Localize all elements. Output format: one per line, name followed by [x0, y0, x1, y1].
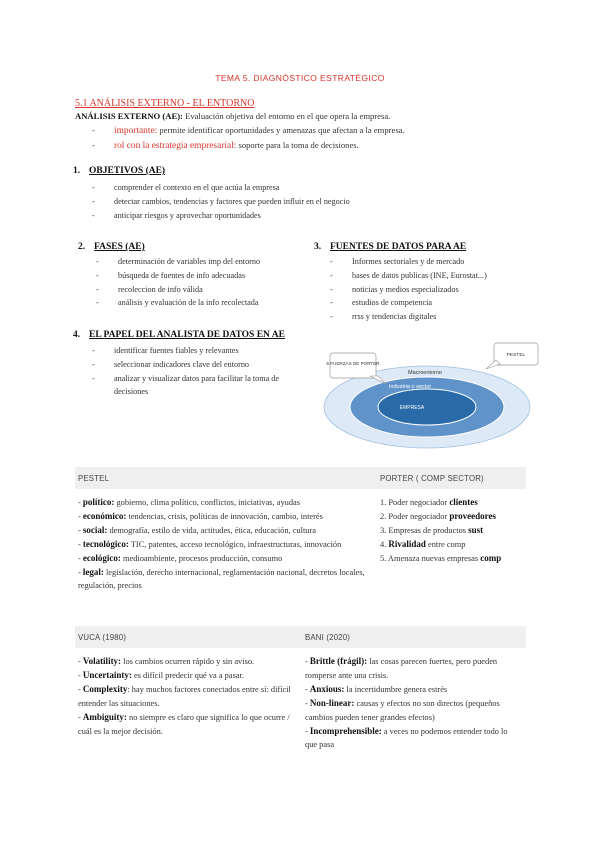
- item-term: Uncertainty:: [82, 669, 132, 680]
- list-item: - político: gobierno, clima político, conflictos, iniciativas, ayudas: [78, 497, 300, 507]
- heading-number: 1.: [73, 166, 81, 176]
- list-item: - social: demografía, estilo de vida, actitudes, ética, educación, cultura: [78, 524, 316, 535]
- list-item: - ecológico: medioambiente, procesos producción, consumo: [78, 552, 283, 563]
- item-text: no siempre es claro que significa lo que ocurre / cuál es la mejor decisión.: [78, 712, 290, 736]
- item-text: las cosas parecen fuertes, pero pueden romperse ante una crisis.: [305, 657, 498, 680]
- item-term: Anxious:: [309, 683, 345, 694]
- ring-inner-label: EMPRESA: [399, 405, 425, 411]
- objetivos-heading: [73, 166, 165, 176]
- item-prefix: 3. Empresas de productos: [380, 525, 469, 535]
- list-item: - análisis y evaluación de la info recolectada: [96, 296, 311, 310]
- item-term: Volatility:: [82, 656, 122, 666]
- item-text: medioambiente, procesos producción, consumo: [120, 553, 283, 563]
- item-text: gobierno, clima político, conflictos, iniciativas, ayudas: [114, 498, 300, 507]
- bani-cell: [305, 655, 515, 752]
- vuca-cell: [78, 655, 298, 738]
- list-item: - noticias y medios especializados: [330, 283, 560, 297]
- list-item: [380, 524, 530, 538]
- ring-inner: [378, 389, 476, 425]
- list-item: [380, 496, 530, 510]
- heading-number: 3.: [314, 242, 322, 252]
- list-item: - anticipar riesgos y aprovechar oportunidades: [92, 209, 512, 223]
- list-item: [380, 552, 530, 566]
- item-term: político:: [82, 497, 115, 507]
- list-item: - seleccionar indicadores clave del entorno: [92, 358, 314, 372]
- heading-label: EL PAPEL DEL ANALISTA DE DATOS EN AE: [89, 330, 285, 340]
- fases-list: [96, 255, 311, 310]
- porter-cell: [380, 496, 530, 566]
- item-term: clientes: [449, 497, 478, 507]
- list-item: - Complexity: hay muchos factores conectados entre sí: difícil entender las situaciones.: [78, 683, 291, 708]
- list-item: - estudios de competencia: [330, 296, 560, 310]
- item-term: Brittle (frágil):: [309, 656, 368, 666]
- bullet-term: importante:: [114, 126, 158, 136]
- papel-list: [92, 344, 314, 399]
- item-term: económico:: [82, 510, 127, 521]
- fuentes-list: [330, 255, 560, 324]
- item-term: social:: [82, 524, 108, 535]
- bani-header: BANI (2020): [305, 633, 351, 642]
- item-text: demografía, estilo de vida, actitudes, ética, educación, cultura: [107, 525, 316, 535]
- list-item: - búsqueda de fuentes de info adecuadas: [96, 269, 311, 283]
- pestel-cell: [78, 496, 374, 593]
- item-text: es difícil predecir qué va a pasar.: [131, 670, 244, 680]
- item-term: Ambiguity:: [82, 711, 127, 722]
- list-item: - económico: tendencias, crisis, políticas de innovación, cambio, interés: [78, 510, 323, 521]
- item-text: tendencias, crisis, políticas de innovación, cambio, interés: [126, 511, 323, 521]
- item-text: causas y efectos no son directos (pequeños cambios pueden tener grandes efectos): [305, 698, 500, 722]
- porter-header: PORTER ( COMP SECTOR): [380, 474, 484, 483]
- item-text: los cambios ocurren rápido y sin aviso.: [121, 657, 255, 666]
- heading-number: 4.: [73, 330, 81, 340]
- vuca-header: VUCA (1980): [78, 633, 127, 642]
- definition: [75, 110, 545, 124]
- callout-left-label: 5 FUERZAS DE PORTER: [326, 361, 380, 366]
- bullet-text: soporte para la toma de decisiones.: [236, 139, 359, 150]
- item-text: TIC, patentes, acceso tecnológico, infraestructuras, innovación: [128, 539, 342, 549]
- item-suffix: entre comp: [425, 539, 466, 549]
- list-item: - comprender el contexto en el que actúa la empresa: [92, 181, 512, 195]
- item-text: legislación, derecho internacional, reglamentación nacional, decretos locales, regulación, precios: [78, 567, 365, 591]
- ring-outer-label: Macroentorno: [408, 370, 442, 376]
- list-item: [380, 538, 530, 552]
- item-text: a veces no podemos entender todo lo que pasa: [305, 726, 508, 750]
- bullet-text: permite identificar oportunidades y amenazas que afectan a la empresa.: [157, 125, 405, 135]
- section-heading: 5.1 ANÁLISIS EXTERNO - EL ENTORNO: [75, 98, 255, 109]
- page-title: TEMA 5. DIAGNÓSTICO ESTRATÉGICO: [215, 73, 385, 83]
- heading-number: 2.: [78, 242, 86, 252]
- heading-label: OBJETIVOS (AE): [89, 166, 166, 176]
- definition-term: ANÁLISIS EXTERNO (AE):: [75, 111, 183, 121]
- heading-label: FASES (AE): [94, 242, 145, 252]
- environment-diagram: [318, 340, 548, 452]
- list-item: - analizar y visualizar datos para facilitar la toma de decisiones: [92, 372, 314, 400]
- list-item: - Incomprehensible: a veces no podemos entender todo lo que pasa: [305, 725, 508, 750]
- item-prefix: 1. Poder negociador: [380, 498, 450, 507]
- item-prefix: 5. Amenaza nuevas empresas: [380, 553, 481, 563]
- list-item: - Volatility: los cambios ocurren rápido y sin aviso.: [78, 656, 255, 666]
- table-header-vuca-bani: [75, 626, 526, 648]
- item-term: ecológico:: [82, 552, 121, 563]
- list-item: - recoleccion de info válida: [96, 283, 311, 297]
- heading-label: FUENTES DE DATOS PARA AE: [330, 242, 467, 252]
- objetivos-list: [92, 181, 512, 222]
- callout-right-label: PESTEL: [506, 353, 526, 358]
- item-term: Complexity: [82, 683, 128, 694]
- list-item: - bases de datos publicas (INE, Eurostat...): [330, 269, 560, 283]
- list-item: - tecnológico: TIC, patentes, acceso tecnológico, infraestructuras, innovación: [78, 538, 342, 549]
- item-term: comp: [480, 552, 502, 563]
- item-term: Non-linear:: [309, 697, 355, 708]
- fuentes-heading: [314, 242, 466, 252]
- list-item: [380, 510, 530, 524]
- papel-heading: [73, 330, 285, 340]
- list-item: [92, 124, 552, 139]
- item-term: tecnológico:: [82, 538, 129, 549]
- section-bullets: [92, 124, 552, 153]
- list-item: - Non-linear: causas y efectos no son directos (pequeños cambios pueden tener grandes efectos): [305, 697, 500, 722]
- list-item: [92, 139, 552, 154]
- item-text: : hay muchos factores conectados entre sí: difícil entender las situaciones.: [78, 684, 291, 708]
- definition-text: Evaluación objetiva del entorno en el que opera la empresa.: [182, 111, 391, 121]
- list-item: - Ambiguity: no siempre es claro que significa lo que ocurre / cuál es la mejor decisión.: [78, 711, 290, 736]
- item-term: Rivalidad: [388, 538, 426, 549]
- item-prefix: 4.: [380, 539, 389, 549]
- list-item: - determinación de variables imp del entorno: [96, 255, 311, 269]
- item-term: legal:: [82, 566, 104, 577]
- list-item: - detectar cambios, tendencias y factores que pueden influir en el negocio: [92, 195, 512, 209]
- fases-heading: [78, 242, 145, 252]
- list-item: - rrss y tendencias digitales: [330, 310, 560, 324]
- item-term: proveedores: [449, 510, 496, 521]
- list-item: - Informes sectoriales y de mercado: [330, 255, 560, 269]
- pestel-header: PESTEL: [78, 474, 110, 483]
- list-item: - identificar fuentes fiables y relevantes: [92, 344, 314, 358]
- item-term: sust: [468, 524, 484, 535]
- item-prefix: 2. Poder negociador: [380, 511, 450, 521]
- item-term: Incomprehensible:: [309, 725, 382, 736]
- list-item: - Brittle (frágil): las cosas parecen fuertes, pero pueden romperse ante una crisis.: [305, 656, 498, 680]
- list-item: - Uncertainty: es difícil predecir qué va a pasar.: [78, 669, 244, 680]
- bullet-term: rol con la estrategia empresarial:: [114, 140, 237, 151]
- list-item: - legal: legislación, derecho internacional, reglamentación nacional, decretos locales, regulación, precios: [78, 566, 365, 591]
- ring-middle-label: Industria o sector: [388, 384, 432, 390]
- item-text: la incertidumbre genera estrés: [344, 684, 448, 694]
- list-item: - Anxious: la incertidumbre genera estrés: [305, 683, 448, 694]
